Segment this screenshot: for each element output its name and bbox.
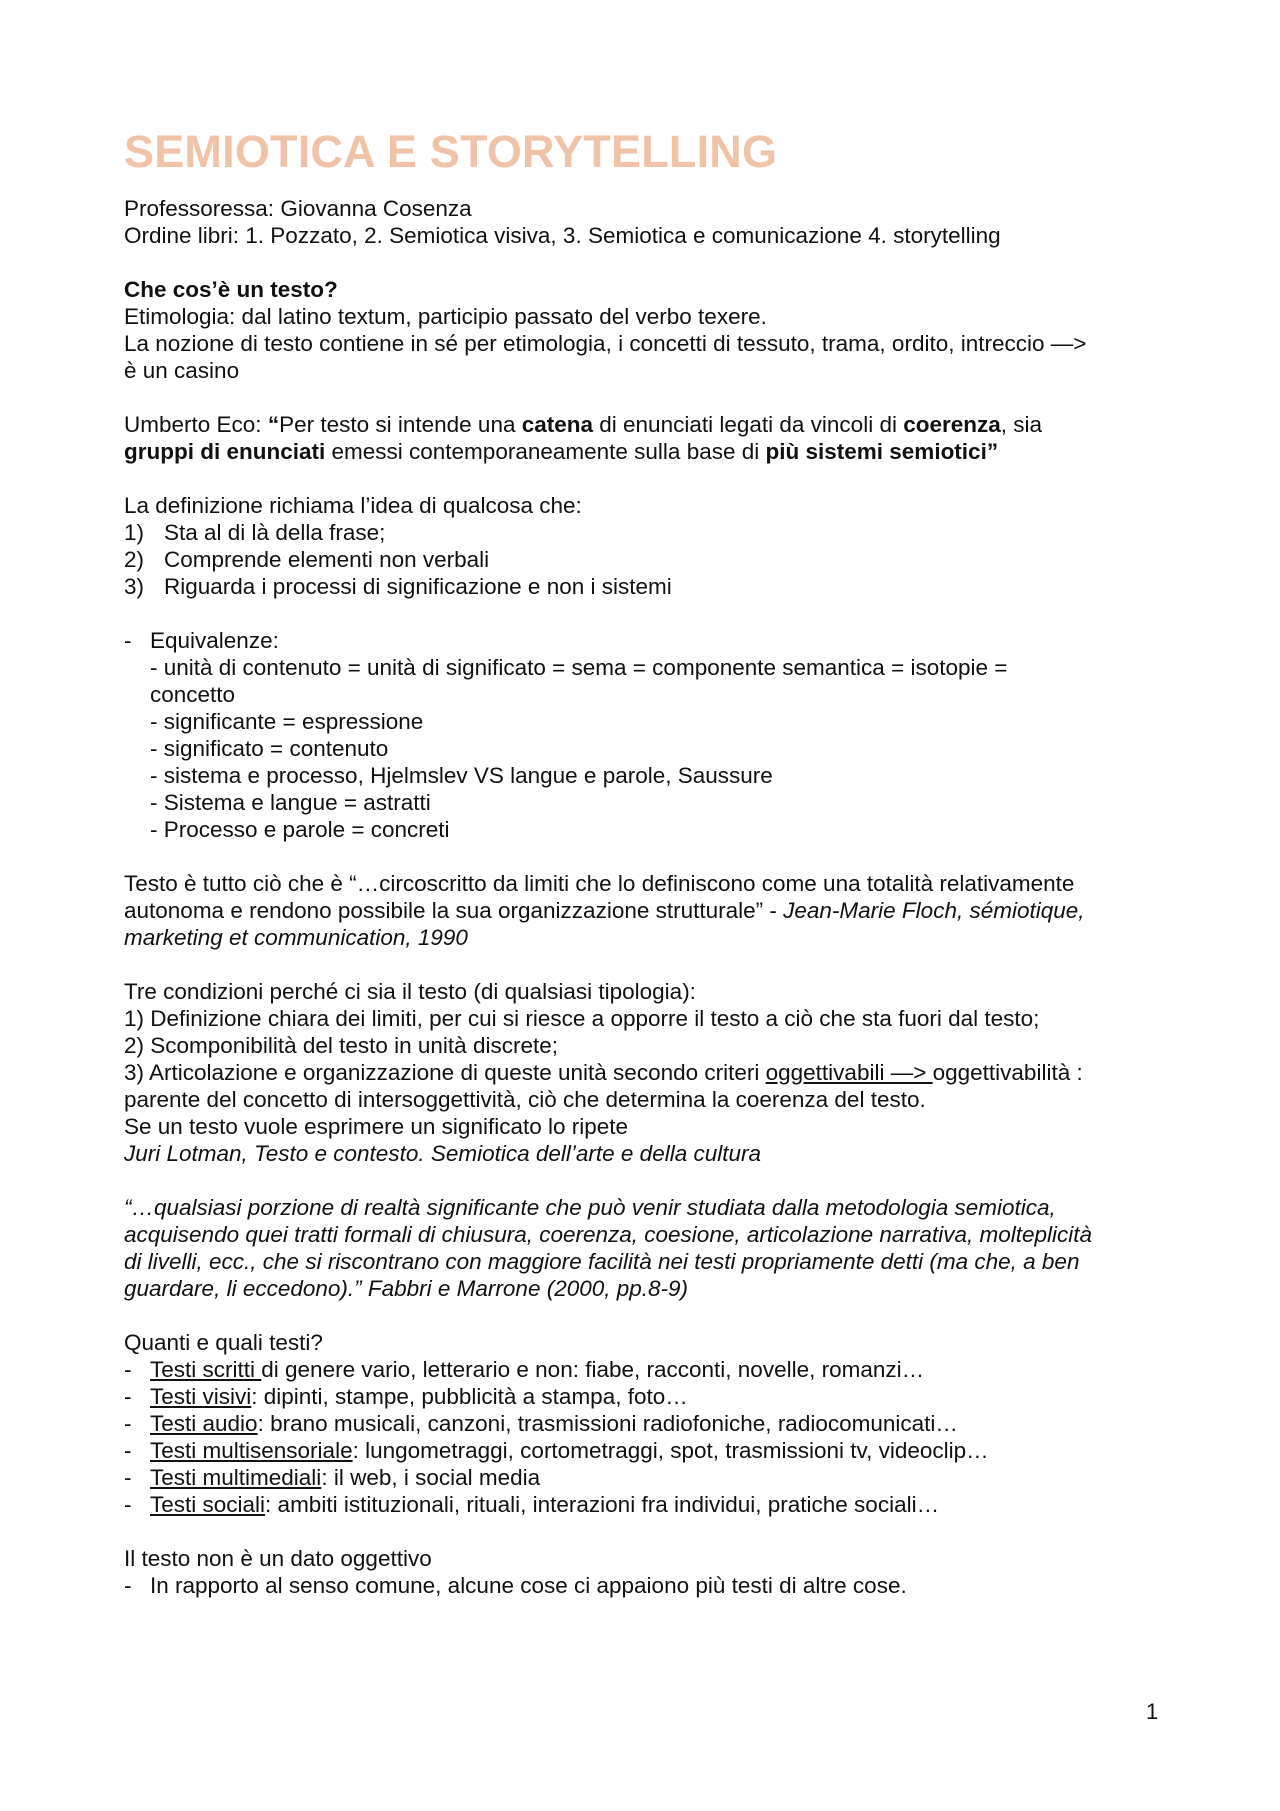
document-title: SEMIOTICA E STORYTELLING xyxy=(124,126,778,177)
notion-line: La nozione di testo contiene in sé per etimologia, i concetti di tessuto, trama, ordito, intreccio —> xyxy=(124,331,1087,356)
floch-citation: Jean-Marie Floch, sémiotique, xyxy=(783,898,1085,923)
notion-line-end: è un casino xyxy=(124,358,240,383)
page-content xyxy=(124,122,1184,1599)
equivalence-line: - Sistema e langue = astratti xyxy=(150,790,431,815)
eco-open-quote: “ xyxy=(267,412,280,437)
list-item: - Testi multimediali: il web, i social media xyxy=(124,1465,541,1490)
eco-bold-coerenza: coerenza xyxy=(903,412,1001,437)
eco-author: Umberto Eco: xyxy=(124,412,268,437)
books-line: Ordine libri: 1. Pozzato, 2. Semiotica visiva, 3. Semiotica e comunicazione 4. storytelling xyxy=(124,223,1001,248)
floch-line-1: Testo è tutto ciò che è “…circoscritto da limiti che lo definiscono come una totalità relativamente xyxy=(124,871,1075,896)
floch-line-2: autonoma e rendono possibile la sua organizzazione strutturale” - Jean-Marie Floch, sémiotique, xyxy=(124,898,1085,923)
equivalence-line: - significante = espressione xyxy=(150,709,424,734)
equivalence-line: - unità di contenuto = unità di significato = sema = componente semantica = isotopie = xyxy=(150,655,1008,680)
eco-quote-line-2 xyxy=(124,438,1184,465)
definition-intro: La definizione richiama l’idea di qualcosa che: xyxy=(124,493,582,518)
floch-line-3: marketing et communication, 1990 xyxy=(124,925,468,950)
list-item: - Testi multisensoriale: lungometraggi, cortometraggi, spot, trasmissioni tv, videoclip… xyxy=(124,1438,989,1463)
list-item: - In rapporto al senso comune, alcune cose ci appaiono più testi di altre cose. xyxy=(124,1573,907,1598)
list-item: 2) Comprende elementi non verbali xyxy=(124,547,490,572)
objective-heading: Il testo non è un dato oggettivo xyxy=(124,1546,432,1571)
eco-bold-sistemi: più sistemi semiotici” xyxy=(765,439,999,464)
eco-quote-line-1 xyxy=(124,411,1184,438)
underlined-term: oggettivabili —> xyxy=(765,1060,933,1085)
eco-text: Per testo si intende una xyxy=(279,412,522,437)
list-item: 3) Riguarda i processi di significazione e non i sistemi xyxy=(124,574,672,599)
list-item: - Testi sociali: ambiti istituzionali, rituali, interazioni fra individui, pratiche sociali… xyxy=(124,1492,940,1517)
equivalence-line: - significato = contenuto xyxy=(150,736,389,761)
condition-2: 2) Scomponibilità del testo in unità discrete; xyxy=(124,1033,558,1058)
underlined-term: Testi scritti xyxy=(150,1357,262,1382)
condition-3: 3) Articolazione e organizzazione di queste unità secondo criteri oggettivabili —> oggettivabilità : xyxy=(124,1060,1083,1085)
etymology-line: Etimologia: dal latino textum, participio passato del verbo texere. xyxy=(124,304,767,329)
condition-1: 1) Definizione chiara dei limiti, per cui si riesce a opporre il testo a ciò che sta fuori dal testo; xyxy=(124,1006,1040,1031)
list-item: - Testi scritti di genere vario, letterario e non: fiabe, racconti, novelle, romanzi… xyxy=(124,1357,925,1382)
eco-bold-catena: catena xyxy=(521,412,594,437)
underlined-term: Testi visivi xyxy=(150,1384,252,1409)
underlined-term: Testi audio xyxy=(150,1411,258,1436)
text-types-intro: Quanti e quali testi? xyxy=(124,1330,323,1355)
list-item: - Testi visivi: dipinti, stampe, pubblicità a stampa, foto… xyxy=(124,1384,688,1409)
underlined-term: Testi multisensoriale xyxy=(150,1438,353,1463)
eco-text: emessi contemporaneamente sulla base di xyxy=(325,439,766,464)
eco-text: , sia xyxy=(1000,412,1043,437)
equivalence-line: concetto xyxy=(150,682,236,707)
page-number: 1 xyxy=(1146,1699,1159,1724)
equivalence-line: - Processo e parole = concreti xyxy=(150,817,450,842)
list-item: 1) Sta al di là della frase; xyxy=(124,520,386,545)
conditions-intro: Tre condizioni perché ci sia il testo (di qualsiasi tipologia): xyxy=(124,979,696,1004)
repetition-line: Se un testo vuole esprimere un significato lo ripete xyxy=(124,1114,629,1139)
eco-bold-gruppi: gruppi di enunciati xyxy=(124,439,326,464)
underlined-term: Testi multimediali xyxy=(150,1465,322,1490)
equivalences-list xyxy=(124,654,1184,843)
list-item: - Testi audio: brano musicali, canzoni, trasmissioni radiofoniche, radiocomunicati… xyxy=(124,1411,958,1436)
eco-text: di enunciati legati da vincoli di xyxy=(593,412,904,437)
condition-3-cont: parente del concetto di intersoggettività, ciò che determina la coerenza del testo. xyxy=(124,1087,926,1112)
professor-line: Professoressa: Giovanna Cosenza xyxy=(124,196,472,221)
underlined-term: Testi sociali xyxy=(150,1492,266,1517)
equivalences-item: - Equivalenze: xyxy=(124,628,279,653)
section-heading: Che cos’è un testo? xyxy=(124,277,338,302)
lotman-citation: Juri Lotman, Testo e contesto. Semiotica dell’arte e della cultura xyxy=(124,1141,762,1166)
equivalence-line: - sistema e processo, Hjelmslev VS langue e parole, Saussure xyxy=(150,763,773,788)
fabbri-marrone-quote: “…qualsiasi porzione di realtà significante che può venir studiata dalla metodologia semiotica, acquisendo quei tratti formali di chiusura, coerenza, coesione, articolazione narrativa, molteplicità di livelli, ecc., che si riscontrano con maggiore facilità nei testi propriamente detti (ma che, a ben guardare, li eccedono).” Fabbri e Marrone (2000, pp.8-9) xyxy=(124,1195,1093,1301)
